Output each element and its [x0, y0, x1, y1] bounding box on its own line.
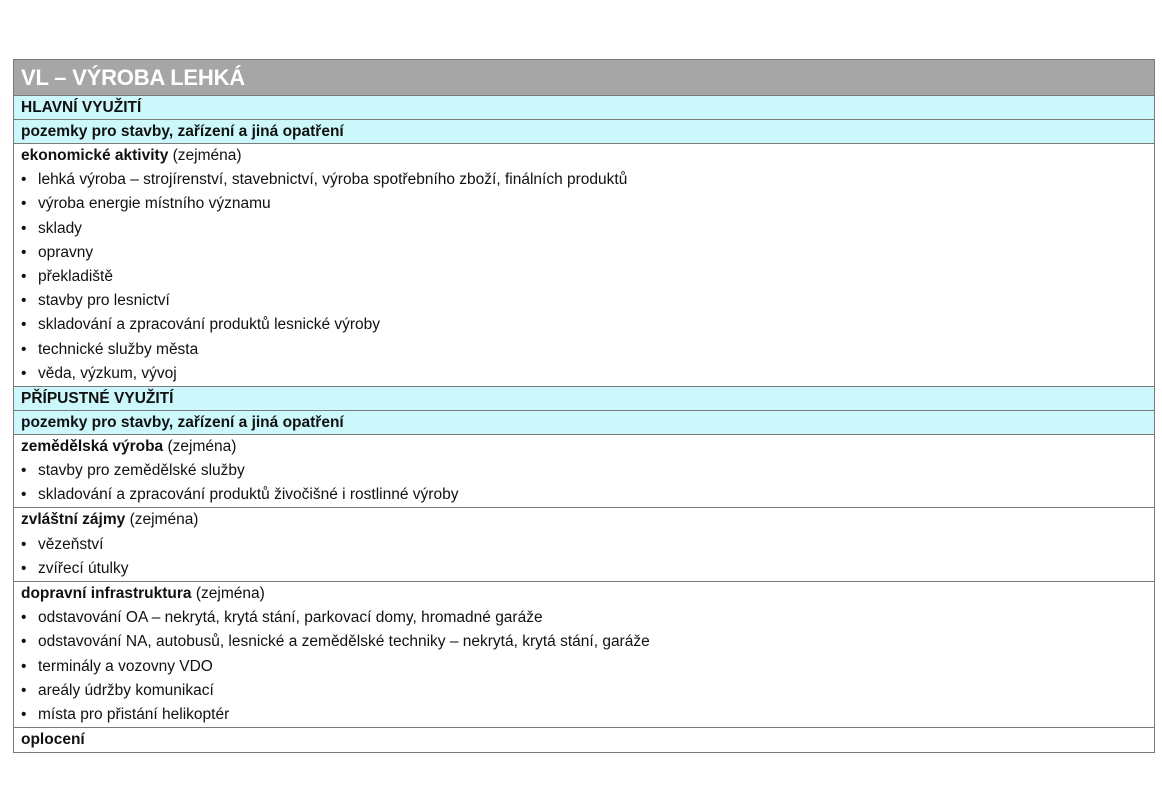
economic-activities-block — [14, 144, 1154, 387]
transport-infrastructure-block — [14, 582, 1154, 728]
list-item — [21, 313, 1147, 337]
group-qualifier: (zejména) — [129, 511, 199, 529]
list-item-text: areály údržby komunikací — [38, 681, 214, 699]
list-item — [21, 557, 1147, 581]
group-heading-label: dopravní infrastruktura — [21, 585, 192, 602]
list-item-text: skladování a zpracování produktů živočišné i rostlinné výroby — [38, 486, 459, 504]
list-item-text: opravny — [38, 243, 94, 261]
agricultural-production-block — [14, 435, 1154, 509]
list-item — [21, 655, 1147, 679]
list-item — [21, 679, 1147, 703]
list-item — [21, 241, 1147, 265]
fencing-block — [14, 728, 1154, 752]
group-qualifier: (zejména) — [167, 437, 237, 455]
bullet-icon: • — [21, 705, 27, 723]
list-item-text: zvířecí útulky — [38, 559, 129, 577]
bullet-icon: • — [21, 633, 27, 651]
permitted-use-header: PŘÍPUSTNÉ VYUŽITÍ — [14, 387, 1154, 411]
table-title: VL – VÝROBA LEHKÁ — [14, 60, 1154, 96]
list-item — [21, 362, 1147, 386]
bullet-icon: • — [21, 535, 27, 553]
list-item — [21, 703, 1147, 727]
group-heading-label: zemědělská výroba — [21, 437, 164, 455]
list-item — [21, 192, 1147, 216]
bullet-icon: • — [21, 462, 27, 480]
bullet-icon: • — [21, 559, 27, 577]
list-item-text: technické služby města — [38, 340, 199, 358]
group-heading — [21, 582, 1147, 606]
list-item-text: vězeňství — [38, 535, 104, 553]
permitted-use-subheader: pozemky pro stavby, zařízení a jiná opatření — [14, 411, 1154, 435]
bullet-icon: • — [21, 292, 27, 310]
list-item — [21, 265, 1147, 289]
bullet-icon: • — [21, 609, 27, 627]
list-item — [21, 483, 1147, 507]
group-heading — [21, 508, 1147, 532]
list-item-text: překladiště — [38, 267, 113, 285]
group-qualifier: (zejména) — [172, 147, 242, 164]
bullet-icon: • — [21, 195, 27, 213]
list-item-text: odstavování NA, autobusů, lesnické a zemědělské techniky – nekrytá, krytá stání, garáže — [38, 633, 650, 651]
list-item — [21, 533, 1147, 557]
list-item — [21, 606, 1147, 630]
group-heading — [21, 435, 1147, 459]
group-qualifier: (zejména) — [195, 585, 265, 602]
group-heading — [21, 144, 1147, 168]
list-item-text: výroba energie místního významu — [38, 195, 271, 213]
list-item — [21, 338, 1147, 362]
bullet-icon: • — [21, 681, 27, 699]
fencing-heading: oplocení — [21, 731, 85, 749]
bullet-icon: • — [21, 267, 27, 285]
group-heading-label: ekonomické aktivity — [21, 147, 169, 164]
bullet-icon: • — [21, 171, 27, 189]
list-item-text: sklady — [38, 219, 82, 237]
bullet-icon: • — [21, 219, 27, 237]
special-interests-block — [14, 508, 1154, 582]
main-use-subheader: pozemky pro stavby, zařízení a jiná opatření — [14, 120, 1154, 144]
bullet-icon: • — [21, 657, 27, 675]
list-item — [21, 168, 1147, 192]
bullet-icon: • — [21, 486, 27, 504]
list-item-text: lehká výroba – strojírenství, stavebnictví, výroba spotřebního zboží, finálních produktů — [38, 171, 628, 189]
list-item-text: věda, výzkum, vývoj — [38, 364, 177, 382]
bullet-icon: • — [21, 243, 27, 261]
bullet-icon: • — [21, 316, 27, 334]
bullet-icon: • — [21, 364, 27, 382]
group-heading-label: zvláštní zájmy — [21, 511, 126, 529]
main-use-header: HLAVNÍ VYUŽITÍ — [14, 96, 1154, 120]
list-item — [21, 630, 1147, 654]
list-item-text: terminály a vozovny VDO — [38, 657, 213, 675]
list-item-text: stavby pro zemědělské služby — [38, 462, 245, 480]
bullet-icon: • — [21, 340, 27, 358]
list-item — [21, 459, 1147, 483]
regulation-table — [13, 59, 1155, 753]
list-item — [21, 289, 1147, 313]
list-item-text: odstavování OA – nekrytá, krytá stání, parkovací domy, hromadné garáže — [38, 609, 543, 627]
list-item-text: skladování a zpracování produktů lesnické výroby — [38, 316, 381, 334]
list-item — [21, 217, 1147, 241]
list-item-text: stavby pro lesnictví — [38, 292, 170, 310]
list-item-text: místa pro přistání helikoptér — [38, 705, 230, 723]
